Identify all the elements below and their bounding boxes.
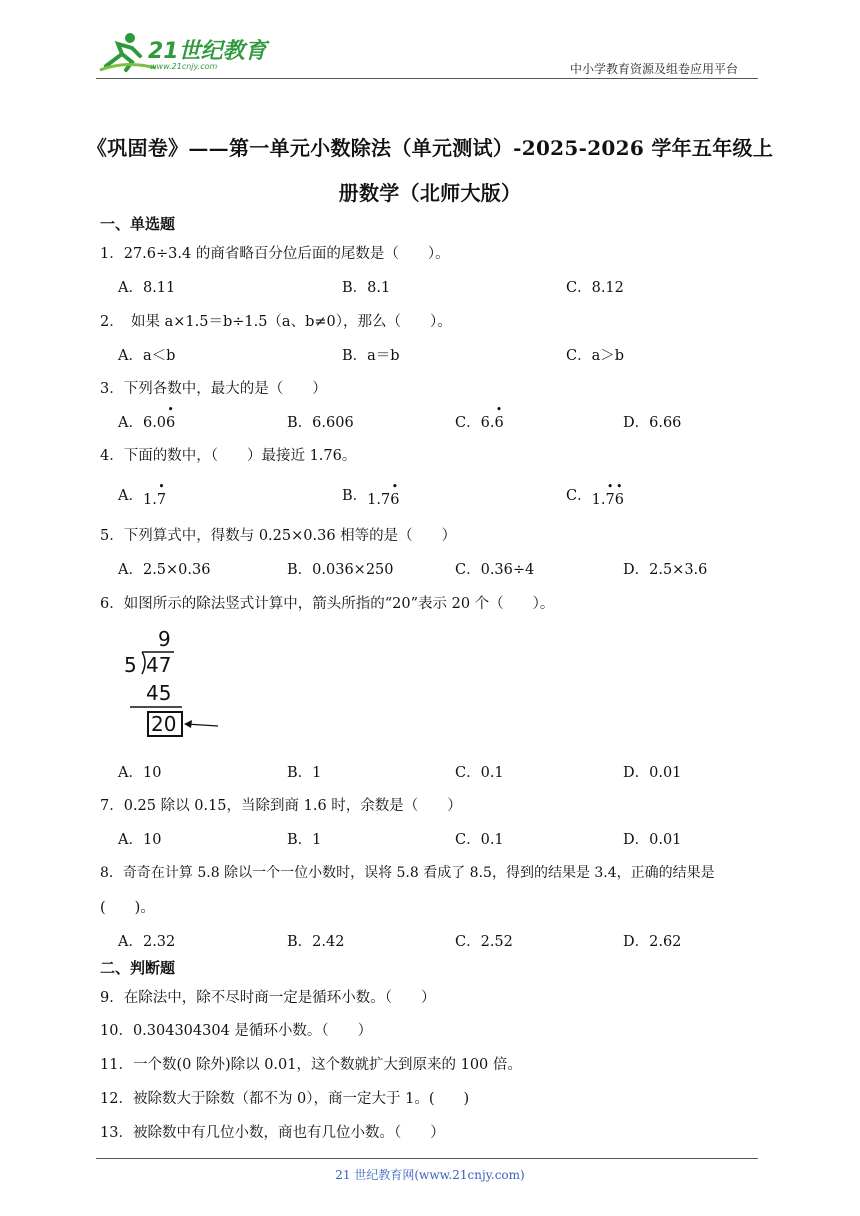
q6-option-c[interactable]: C．0.1: [455, 765, 504, 781]
division-remainder: 20: [151, 712, 177, 736]
q3-c-repeating-digit: • 6: [494, 415, 503, 431]
division-bracket: [142, 652, 145, 674]
q8-option-c[interactable]: C．2.52: [455, 934, 513, 950]
section-heading-true-false: 二、判断题: [100, 959, 176, 977]
q4-a-prefix: 1.: [142, 492, 157, 508]
question-7: 7．0.25 除以 0.15，当除到商 1.6 时，余数是（ ）: [100, 798, 462, 814]
q2-option-c[interactable]: C．a＞b: [566, 348, 625, 364]
footer-divider: [96, 1158, 758, 1159]
q3-a-repeating-digit: • 6: [166, 415, 175, 431]
footer-link[interactable]: 21 世纪教育网(www.21cnjy.com): [335, 1168, 525, 1182]
q4-b-label: B．: [342, 488, 368, 504]
q3-option-a[interactable]: [118, 411, 175, 432]
q4-c-label: C．: [566, 488, 592, 504]
q7-option-d[interactable]: D．0.01: [623, 832, 682, 848]
question-12: 12．被除数大于除数（都不为 0），商一定大于 1。( ): [100, 1091, 470, 1107]
q5-option-d[interactable]: D．2.5×3.6: [623, 562, 708, 578]
division-divisor: 5: [124, 653, 137, 677]
question-6: 6．如图所示的除法竖式计算中，箭头所指的“20”表示 20 个（ ）。: [100, 596, 555, 612]
q4-option-c[interactable]: [566, 484, 624, 508]
q5-option-c[interactable]: C．0.36÷4: [455, 562, 535, 578]
q4-b-repeating-digit: • 6: [390, 492, 399, 508]
q6-option-b[interactable]: B．1: [287, 765, 322, 781]
q4-option-b[interactable]: [342, 484, 400, 508]
question-5: 5．下列算式中，得数与 0.25×0.36 相等的是（ ）: [100, 528, 457, 544]
q6-option-a[interactable]: A．10: [118, 765, 162, 781]
header-divider: [96, 78, 758, 79]
title-line-1: 《巩固卷》——第一单元小数除法（单元测试）-2025-2026 学年五年级上: [86, 136, 774, 160]
q3-option-d[interactable]: D．6.66: [623, 415, 682, 431]
division-product: 45: [146, 681, 172, 705]
q6-option-d[interactable]: D．0.01: [623, 765, 682, 781]
q4-a-repeating-digit: • 7: [157, 492, 166, 508]
q4-c-repeating-digit-2: • 6: [615, 492, 624, 508]
long-division-figure: [118, 628, 228, 742]
q7-option-c[interactable]: C．0.1: [455, 832, 504, 848]
q1-option-b[interactable]: B．8.1: [342, 280, 391, 296]
question-3: 3．下列各数中，最大的是（ ）: [100, 381, 327, 397]
q3-option-b[interactable]: B．6.606: [287, 415, 354, 431]
q4-option-a[interactable]: [118, 484, 167, 508]
logo-text: 21世纪教育: [148, 39, 267, 64]
question-2: 2． 如果 a×1.5＝b÷1.5（a、b≠0），那么（ ）。: [100, 314, 452, 330]
question-10: 10．0.304304304 是循环小数。（ ）: [100, 1023, 373, 1039]
q7-option-a[interactable]: A．10: [118, 832, 162, 848]
q8-option-b[interactable]: B．2.42: [287, 934, 345, 950]
question-8-line-2: ( )。: [100, 900, 155, 916]
question-8-line-1: 8．奇奇在计算 5.8 除以一个一位小数时，误将 5.8 看成了 8.5，得到的结果是 3.4，正确的结果是: [100, 865, 715, 881]
logo-url: www.21cnjy.com: [150, 62, 218, 71]
q5-option-a[interactable]: A．2.5×0.36: [118, 562, 211, 578]
question-1: 1．27.6÷3.4 的商省略百分位后面的尾数是（ ）。: [100, 246, 450, 262]
q2-option-b[interactable]: B．a＝b: [342, 348, 400, 364]
division-dividend: 47: [146, 653, 172, 677]
arrow-head-icon: [184, 720, 192, 728]
question-4: 4．下面的数中，（ ）最接近 1.76。: [100, 448, 357, 464]
q2-option-a[interactable]: A．a＜b: [118, 348, 176, 364]
question-13: 13．被除数中有几位小数，商也有几位小数。（ ）: [100, 1125, 445, 1141]
section-heading-single-choice: 一、单选题: [100, 215, 176, 233]
q8-option-a[interactable]: A．2.32: [118, 934, 176, 950]
title-line-2: 册数学（北师大版）: [338, 181, 522, 205]
q1-option-a[interactable]: A．8.11: [118, 280, 176, 296]
q4-b-prefix: 1.7: [367, 492, 391, 508]
q3-c-prefix: C．6.: [455, 415, 495, 431]
q5-option-b[interactable]: B．0.036×250: [287, 562, 394, 578]
q3-option-c[interactable]: [455, 411, 504, 432]
q4-c-prefix: 1.: [591, 492, 606, 508]
q4-c-repeating-digit-1: • 7: [605, 492, 614, 508]
q8-option-d[interactable]: D．2.62: [623, 934, 682, 950]
q4-a-label: A．: [118, 488, 143, 504]
q3-a-prefix: A．6.0: [118, 415, 167, 431]
q7-option-b[interactable]: B．1: [287, 832, 322, 848]
question-11: 11．一个数(0 除外)除以 0.01，这个数就扩大到原来的 100 倍。: [100, 1057, 522, 1073]
question-9: 9．在除法中，除不尽时商一定是循环小数。（ ）: [100, 990, 436, 1006]
header-right-text: 中小学教育资源及组卷应用平台: [570, 62, 739, 76]
division-quotient: 9: [158, 628, 171, 651]
q1-option-c[interactable]: C．8.12: [566, 280, 624, 296]
